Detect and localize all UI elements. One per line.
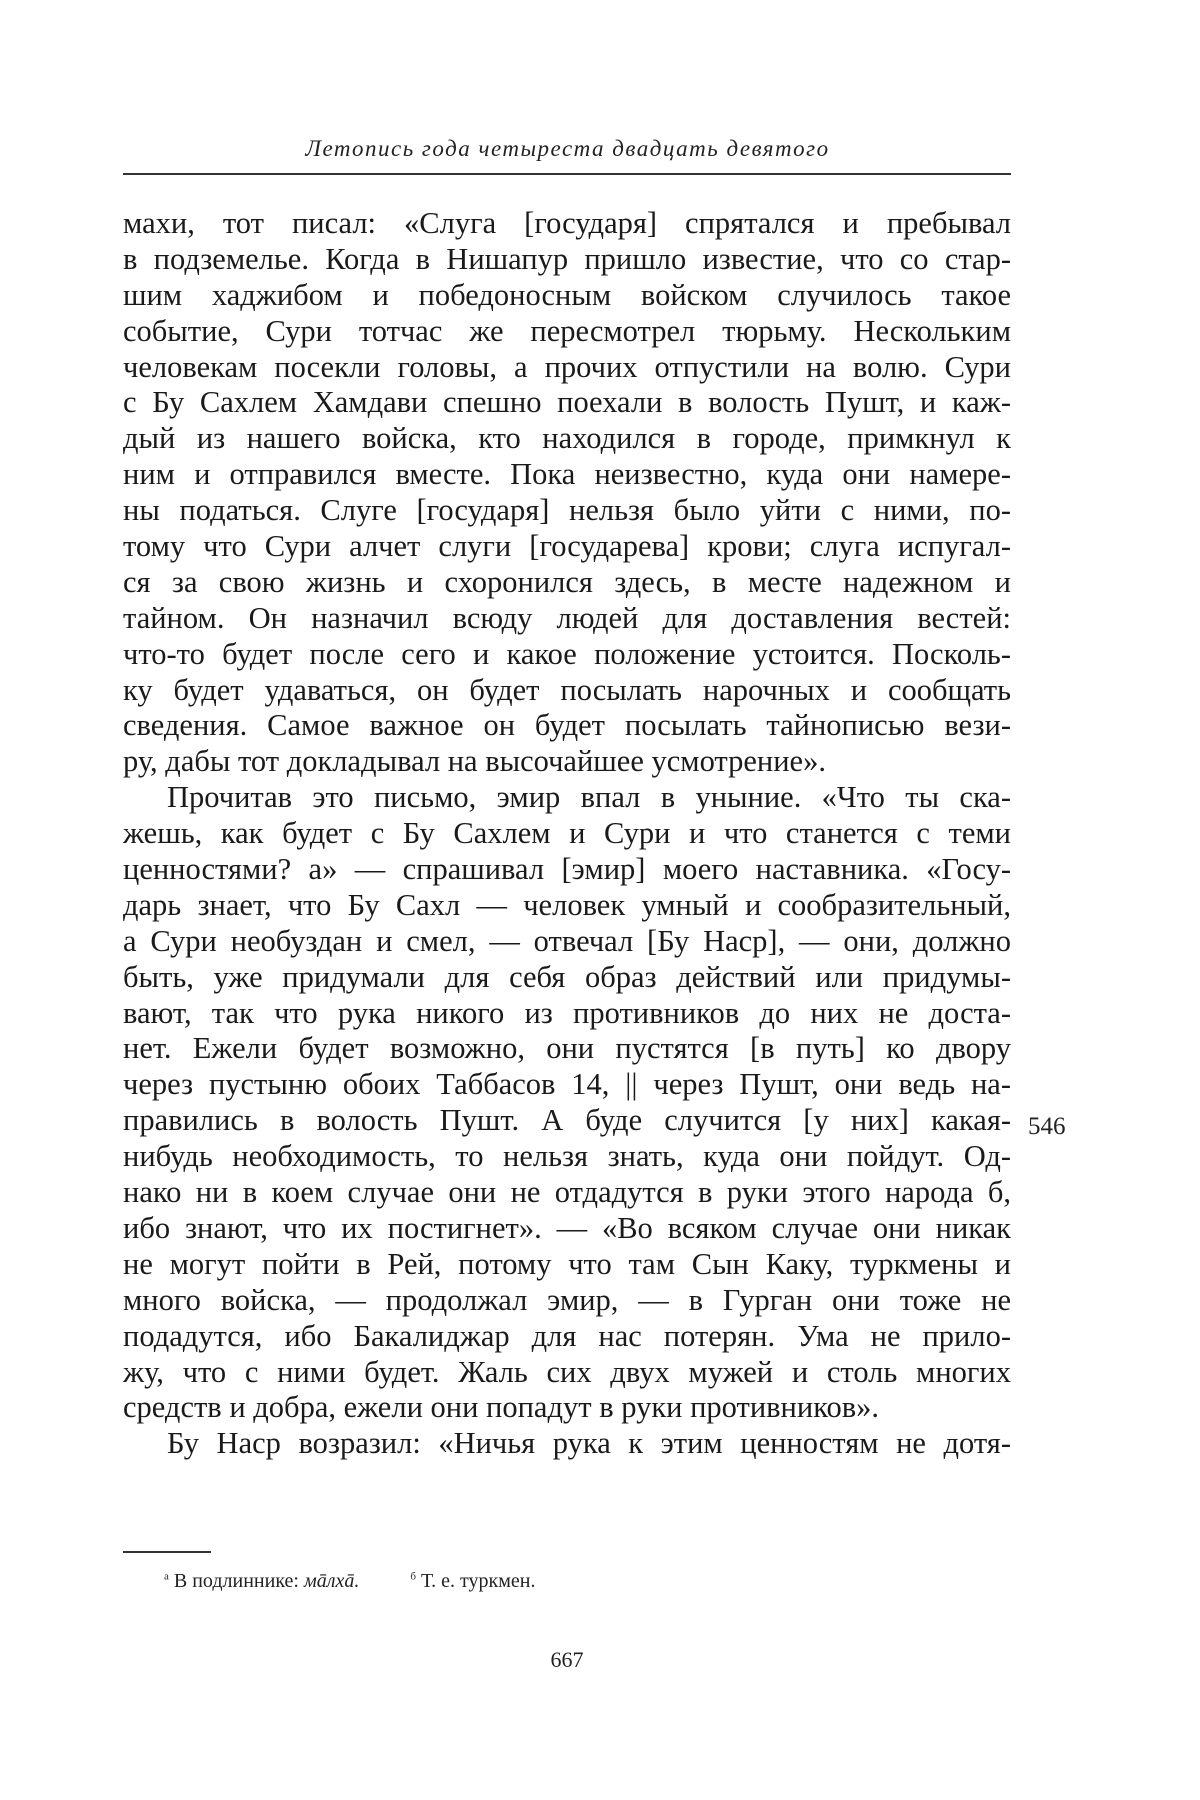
text-line: много войска, — продолжал эмир, — в Гурган они тоже не [123, 1282, 1011, 1317]
footnote-b [410, 1570, 535, 1593]
text-line: подадутся, ибо Бакалиджар для нас потерян. Ума не прило- [123, 1318, 1011, 1353]
text-line: событие, Сури тотчас же пересмотрел тюрьму. Нескольким [123, 313, 1011, 348]
text-line: нибудь необходимость, то нельзя знать, куда они пойдут. Од- [123, 1139, 1011, 1174]
page-number: 667 [550, 1647, 584, 1672]
text-line: тому что Сури алчет слуги [государева] крови; слуга испугал- [123, 529, 1011, 564]
text-line: правились в волость Пушт. А буде случится [у них] какая- [123, 1103, 1011, 1138]
text-line: средств и добра, ежели они попадут в руки противников». [123, 1390, 879, 1425]
text-line: тайном. Он назначил всюду людей для доставления вестей: [123, 600, 1011, 635]
text-line: через пустыню обоих Таббасов 14, || через Пушт, они ведь на- [123, 1067, 1011, 1102]
text-line: ценностями? а» — спрашивал [эмир] моего наставника. «Госу- [123, 852, 1011, 887]
text-line: махи, тот писал: «Слуга [государя] спрятался и пребывал [123, 206, 1011, 240]
text-line: в подземелье. Когда в Нишапур пришло известие, что со стар- [123, 241, 1011, 276]
footnote-mark: а [164, 1570, 169, 1583]
footnote-a [164, 1570, 359, 1593]
text-line: ним и отправился вместе. Пока неизвестно, куда они намере- [123, 457, 1011, 492]
text-line: сведения. Самое важное он будет посылать тайнописью вези- [123, 708, 1011, 743]
footnote-mark: б [410, 1570, 416, 1583]
footnote-rule [123, 1551, 211, 1553]
text-line: ру, дабы тот докладывал на высочайшее усмотрение». [123, 744, 826, 779]
text-line: нет. Ежели будет возможно, они пустятся [в путь] ко двору [123, 1031, 1011, 1066]
text-line: вают, так что рука никого из противников до них не доста- [123, 995, 1011, 1030]
text-line: что-то будет после сего и какое положение устоится. Посколь- [123, 636, 1011, 671]
text-line: а Сури необуздан и смел, — отвечал [Бу Наср], — они, должно [123, 923, 1011, 958]
text-line: Прочитав это письмо, эмир впал в уныние. «Что ты ска- [167, 780, 1011, 815]
text-line: человекам посекли головы, а прочих отпустили на волю. Сури [123, 349, 1011, 384]
text-line: жу, что с ними будет. Жаль сих двух мужей и столь многих [123, 1354, 1011, 1389]
text-line: ку будет удаваться, он будет посылать нарочных и сообщать [123, 672, 1011, 707]
text-line: шим хаджибом и победоносным войском случилось такое [123, 277, 1011, 312]
footnotes [164, 1570, 536, 1593]
body-text [123, 206, 1011, 1462]
running-head: Летопись года четыреста двадцать девятого [305, 136, 830, 161]
footnote-text: Т. е. туркмен. [420, 1570, 536, 1592]
text-line: быть, уже придумали для себя образ действий или придумы- [123, 959, 1011, 994]
text-line: не могут пойти в Рей, потому что там Сын Каку, туркмены и [123, 1246, 1011, 1281]
text-line: дарь знает, что Бу Сахл — человек умный и сообразительный, [123, 887, 1011, 922]
text-line: с Бу Сахлем Хамдави спешно поехали в волость Пушт, и каж- [123, 385, 1011, 420]
text-line: дый из нашего войска, кто находился в городе, примкнул к [123, 421, 1011, 456]
text-line: жешь, как будет с Бу Сахлем и Сури и что станется с теми [123, 816, 1011, 851]
header-rule [123, 173, 1011, 175]
text-line: ны податься. Слуге [государя] нельзя было уйти с ними, по- [123, 493, 1011, 528]
footnote-text: В подлиннике: [173, 1570, 299, 1592]
text-line: ибо знают, что их постигнет». — «Во всяком случае они никак [123, 1210, 1011, 1245]
footnote-term: мāлхā. [303, 1570, 360, 1592]
text-line: Бу Наср возразил: «Ничья рука к этим ценностям не дотя- [167, 1426, 1011, 1461]
text-line: ся за свою жизнь и схоронился здесь, в месте надежном и [123, 564, 1011, 599]
margin-page-reference: 546 [1028, 1113, 1066, 1140]
text-line: нако ни в коем случае они не отдадутся в руки этого народа б, [123, 1175, 1011, 1210]
